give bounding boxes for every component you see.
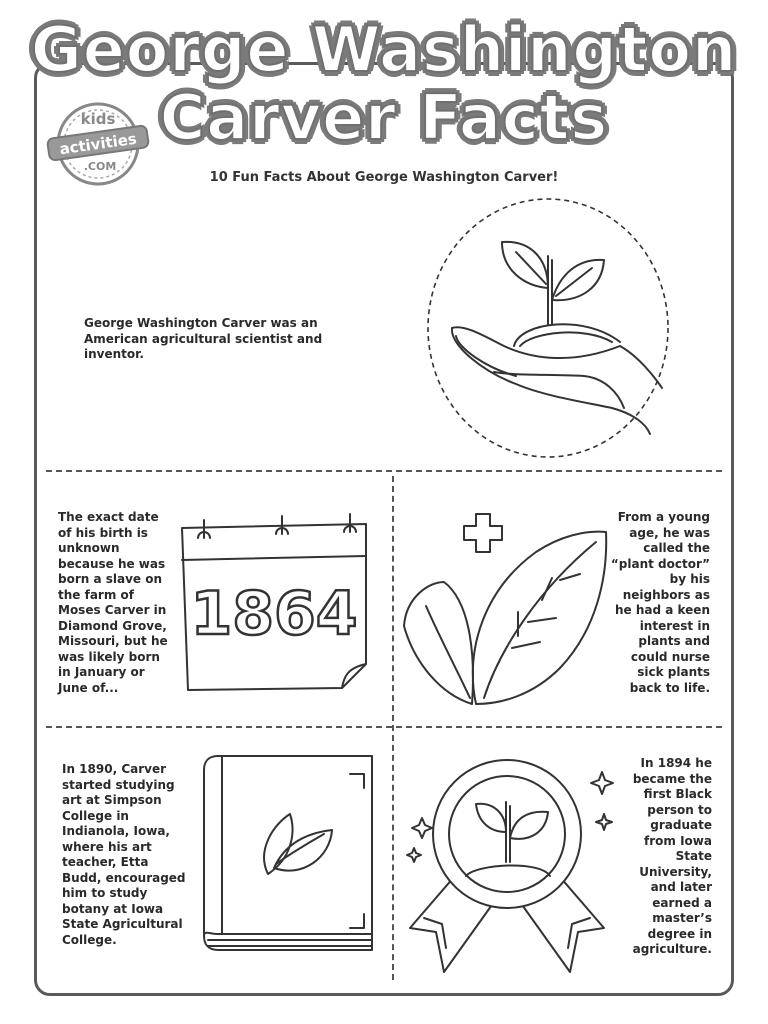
logo-text-com: .COM — [83, 160, 117, 173]
logo-text-activities: activities — [58, 129, 138, 159]
fact-3-text: From a young age, he was called the “plant doctor” by his neighbors as he had a keen interest in plants and could nurse sick plants back to life. — [610, 510, 710, 695]
calendar-year: 1864 — [190, 579, 358, 649]
fact-5-text: In 1894 he became the first Black person to graduate from Iowa State University, and later earned a master’s degree in agriculture. — [632, 756, 712, 956]
title-line-1: George Washington — [30, 13, 738, 86]
fact-4-text: In 1890, Carver started studying art at Simpson College in Indianola, Iowa, where his art teacher, Etta Budd, encouraged him to study botany at Iowa State Agricultural College. — [62, 762, 186, 947]
fact-1-text: George Washington Carver was an American agricultural scientist and inventor. — [84, 316, 323, 361]
divider-vertical — [392, 476, 394, 980]
divider-horizontal-middle — [46, 726, 722, 728]
book-illustration — [200, 754, 378, 964]
plant-doctor-illustration — [400, 508, 612, 714]
logo-text-kids: kids — [80, 110, 116, 128]
divider-horizontal-top — [46, 470, 722, 472]
fact-2-text: The exact date of his birth is unknown because he was born a slave on the farm of Moses Carver in Diamond Grove, Missouri, but he was likely born in January or June of... — [58, 510, 168, 695]
calendar-illustration — [176, 512, 372, 694]
page-subtitle: 10 Fun Facts About George Washington Carver! — [209, 170, 559, 185]
award-illustration — [402, 752, 616, 978]
title-line-2: Carver Facts — [159, 81, 609, 154]
hand-sprout-illustration — [424, 196, 672, 460]
